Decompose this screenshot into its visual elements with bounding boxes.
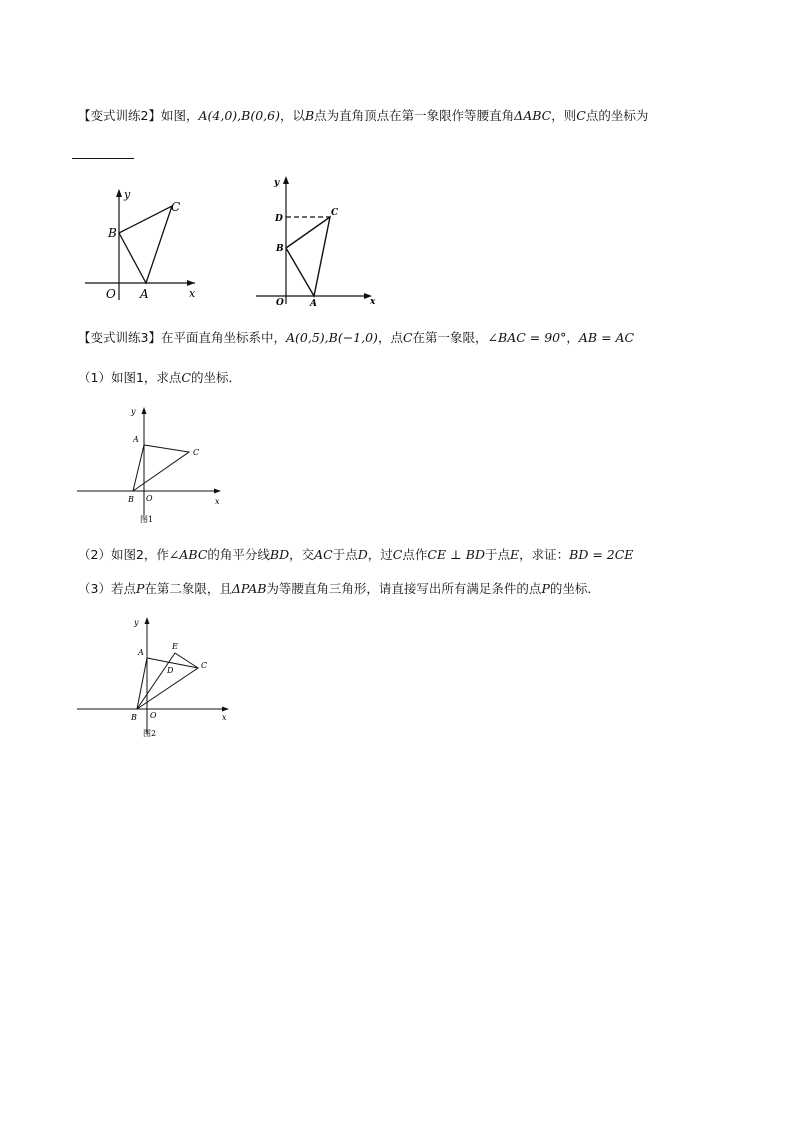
question-number: （2） [78,547,111,562]
text: 的坐标． [190,370,241,385]
point-b-label: B [128,495,134,504]
text: ， [566,330,579,345]
text: 在第一象限， [412,330,488,345]
point-c-label: C [331,208,339,218]
question-number: （3） [78,581,111,596]
problem3-statement [78,329,634,347]
math: P [541,581,550,596]
math: ∠ABC [168,547,208,562]
question-3 [78,580,600,598]
point-a-label: A [310,299,317,309]
math: E [510,547,520,562]
y-axis-label: y [131,407,136,416]
text: 的坐标． [549,581,600,596]
point-d-label: D [167,666,174,675]
problem2-figure-right [252,172,382,307]
math: ΔABC [514,108,552,123]
figure-caption: 图1 [140,515,154,524]
math: C [402,330,413,345]
bracket-open: 【 [78,108,91,123]
point-d-label: D [275,214,283,224]
bracket-close: 】 [148,330,161,345]
figure-1 [75,402,235,527]
text: ，求证： [519,547,570,562]
point-a-label: A [140,287,149,301]
math: AB = AC [578,330,635,345]
question-2 [78,546,633,564]
text: 的角平分线 [207,547,270,562]
math: CE ⊥ BD [427,547,485,562]
text: 点作 [402,547,428,562]
question-number: （1） [78,370,111,385]
text: ，过 [367,547,393,562]
x-axis-label: x [215,497,220,506]
point-a-label: A [133,435,139,444]
text: 如图1，求点 [110,370,182,385]
text: 点的坐标为 [585,108,649,123]
figure-caption: 图2 [143,729,157,738]
text: 于点 [332,547,358,562]
point-c-label: C [171,200,181,214]
origin-label: O [146,494,153,503]
math: AC [314,547,333,562]
x-axis-label: x [222,713,227,722]
x-axis-label: x [370,297,376,307]
text: 在平面直角坐标系中， [160,330,286,345]
x-axis-label: x [189,287,196,300]
origin-label: O [106,287,116,301]
text: 于点 [485,547,511,562]
point-e-label: E [172,642,178,651]
problem3-title: 变式训练3 [90,330,149,345]
math: A(4,0),B(0,6) [198,108,280,123]
math: P [135,581,145,596]
answer-blank [72,158,134,159]
text: 若点 [110,581,136,596]
text: ，交 [289,547,315,562]
math: BD = 2CE [569,547,634,562]
math: C [181,370,191,385]
math: C [576,108,586,123]
origin-label: O [276,298,284,308]
bracket-open: 【 [78,330,91,345]
text: 如图， [160,108,199,123]
text: 点为直角顶点在第一象限作等腰直角 [314,108,515,123]
question-1 [78,369,241,387]
math: C [392,547,403,562]
math: B [304,108,315,123]
point-b-label: B [131,713,137,722]
text: 在第二象限，且 [144,581,232,596]
math: A(0,5),B(−1,0) [286,330,378,345]
point-b-label: B [276,244,284,254]
point-a-label: A [138,648,144,657]
point-b-label: B [108,226,117,240]
math: D [357,547,368,562]
y-axis-label: y [124,188,131,201]
text: 为等腰直角三角形，请直接写出所有满足条件的点 [266,581,542,596]
text: ，则 [551,108,577,123]
text: ，以 [279,108,305,123]
figure-2 [75,612,245,742]
text: ，点 [377,330,403,345]
origin-label: O [150,711,157,720]
math: ∠BAC = 90° [487,330,567,345]
math: ΔPAB [231,581,267,596]
point-c-label: C [193,448,200,457]
text: 如图2，作 [110,547,169,562]
math: BD [269,547,290,562]
y-axis-label: y [134,618,139,627]
point-c-label: C [201,661,208,670]
problem2-statement [78,107,648,125]
y-axis-label: y [274,178,280,188]
problem2-figure-left [80,185,210,305]
bracket-close: 】 [148,108,161,123]
problem2-title: 变式训练2 [90,108,149,123]
